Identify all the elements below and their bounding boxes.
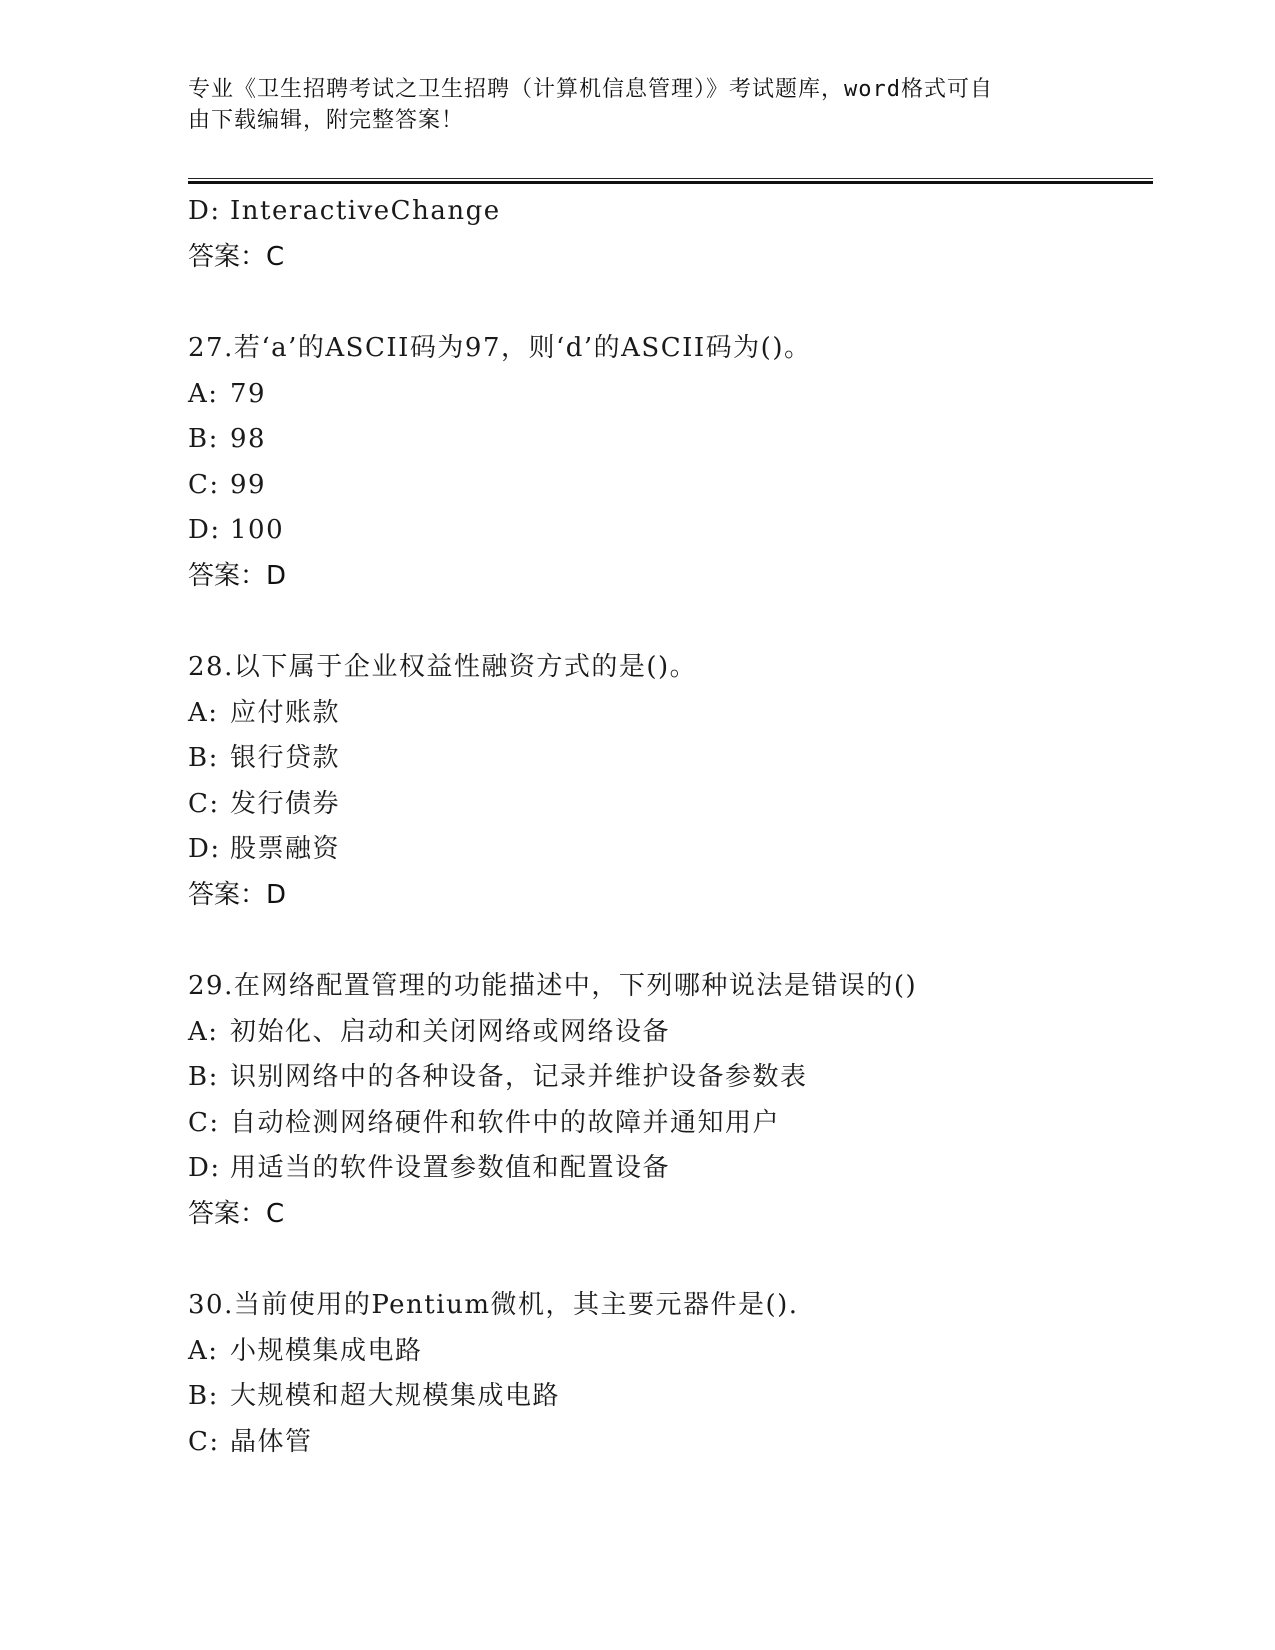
header-line-1: 专业《卫生招聘考试之卫生招聘（计算机信息管理）》考试题库，word格式可自 xyxy=(188,77,993,102)
option-label: B: xyxy=(188,1062,219,1092)
option-label: C: xyxy=(188,1426,220,1457)
option-a xyxy=(188,691,1148,737)
option-text: 79 xyxy=(230,378,267,409)
option-text: 银行贷款 xyxy=(230,743,341,773)
question-text: 30.当前使用的Pentium微机，其主要元器件是(). xyxy=(188,1290,799,1320)
option-label: A: xyxy=(188,1016,219,1047)
spacer xyxy=(188,918,1148,964)
option-c xyxy=(188,463,1148,509)
option-text: 发行债券 xyxy=(230,788,341,819)
question-block xyxy=(188,1283,1148,1465)
option-label: B: xyxy=(188,424,219,454)
header-line-2: 由下载编辑，附完整答案！ xyxy=(188,108,465,133)
option-b xyxy=(188,736,1148,782)
option-d xyxy=(188,508,1148,554)
answer-line: 答案：D xyxy=(188,879,287,910)
option-text: 自动检测网络硬件和软件中的故障并通知用户 xyxy=(230,1107,781,1138)
option-d xyxy=(188,1146,1148,1192)
option-label: B: xyxy=(188,743,219,773)
option-c xyxy=(188,1420,1148,1466)
option-label: C: xyxy=(188,469,220,500)
option-text: 初始化、启动和关闭网络或网络设备 xyxy=(230,1016,671,1047)
question-text: 28.以下属于企业权益性融资方式的是()。 xyxy=(188,652,698,682)
option-text: 应付账款 xyxy=(230,697,341,728)
header-divider-thin xyxy=(188,178,1153,179)
spacer xyxy=(188,1237,1148,1283)
question-block xyxy=(188,189,1148,280)
option-c xyxy=(188,782,1148,828)
question-block xyxy=(188,645,1148,918)
question-block xyxy=(188,964,1148,1237)
option-text: 100 xyxy=(230,515,285,545)
option-text: 晶体管 xyxy=(230,1426,313,1457)
option-d xyxy=(188,189,1148,235)
option-text: 小规模集成电路 xyxy=(230,1335,423,1366)
option-a xyxy=(188,372,1148,418)
option-label: A: xyxy=(188,1335,219,1366)
option-label: D: xyxy=(188,1153,221,1183)
header-divider-thick xyxy=(188,181,1153,184)
document-header xyxy=(188,74,1088,136)
option-a xyxy=(188,1010,1148,1056)
option-label: B: xyxy=(188,1381,219,1411)
option-text: 大规模和超大规模集成电路 xyxy=(230,1381,561,1411)
question-text: 27.若‘a’的ASCII码为97，则‘d’的ASCII码为()。 xyxy=(188,333,812,363)
spacer xyxy=(188,280,1148,326)
question-list xyxy=(188,189,1148,1465)
option-label: A: xyxy=(188,697,219,728)
answer-line: 答案：D xyxy=(188,560,287,591)
option-text: 98 xyxy=(230,424,267,454)
option-text: 股票融资 xyxy=(230,834,341,864)
spacer xyxy=(188,599,1148,645)
option-label: D: xyxy=(188,196,221,226)
question-text: 29.在网络配置管理的功能描述中，下列哪种说法是错误的() xyxy=(188,971,918,1001)
option-a xyxy=(188,1329,1148,1375)
question-block xyxy=(188,326,1148,599)
option-b xyxy=(188,1374,1148,1420)
option-b xyxy=(188,1055,1148,1101)
option-d xyxy=(188,827,1148,873)
option-b xyxy=(188,417,1148,463)
option-label: D: xyxy=(188,834,221,864)
option-c xyxy=(188,1101,1148,1147)
option-text: 99 xyxy=(230,469,267,500)
option-label: C: xyxy=(188,1107,220,1138)
option-label: A: xyxy=(188,378,219,409)
option-label: C: xyxy=(188,788,220,819)
option-text: 用适当的软件设置参数值和配置设备 xyxy=(230,1153,671,1183)
answer-line: 答案：C xyxy=(188,1198,285,1229)
option-text: InteractiveChange xyxy=(230,196,501,226)
option-text: 识别网络中的各种设备，记录并维护设备参数表 xyxy=(230,1062,808,1092)
answer-line: 答案：C xyxy=(188,241,285,272)
option-label: D: xyxy=(188,515,221,545)
